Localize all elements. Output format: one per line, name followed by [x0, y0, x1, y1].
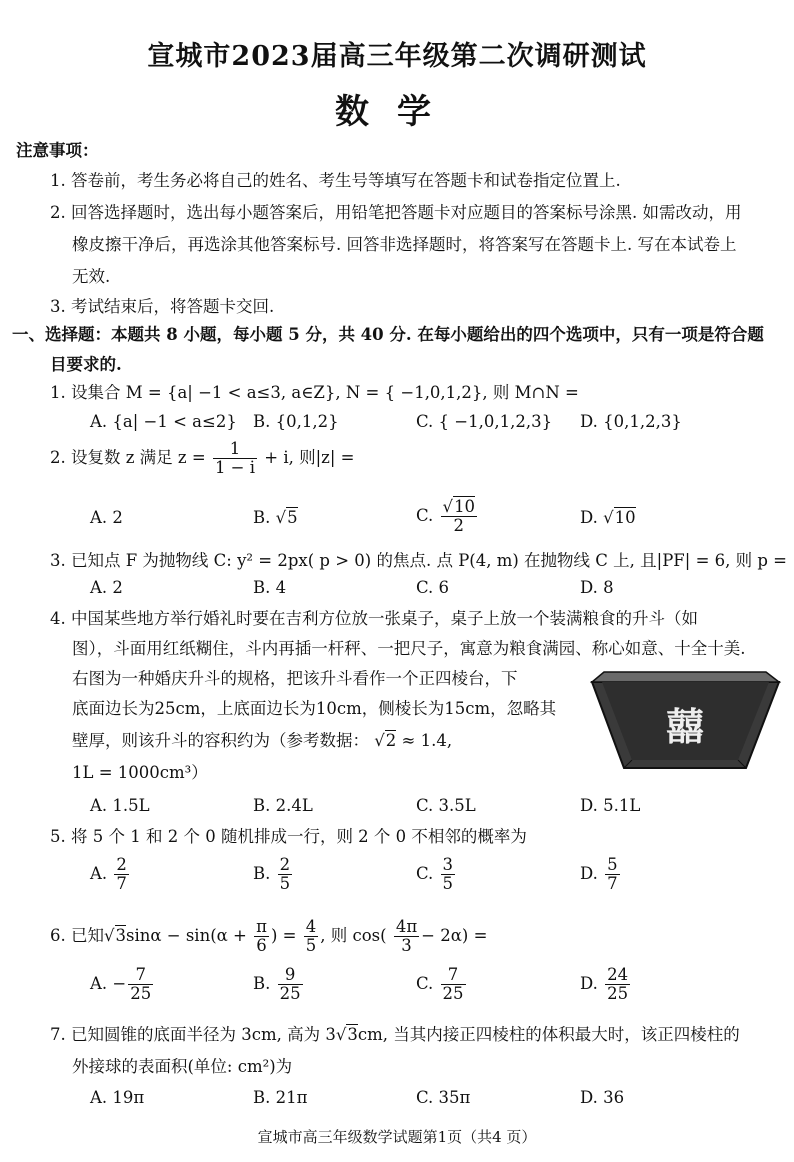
q5-stem: 5. 将 5 个 1 和 2 个 0 随机排成一行，则 2 个 0 不相邻的概率为 [50, 827, 527, 846]
q3-stem: 3. 已知点 F 为抛物线 C: y² = 2px( p > 0) 的焦点. 点 P(4, m) 在抛物线 C 上, 且|PF| = 6, 则 p = [50, 551, 787, 570]
notice-heading: 注意事项： [16, 141, 99, 160]
q2-option-d: D. √10 [580, 508, 636, 527]
notice-item: 2. 回答选择题时，选出每小题答案后，用铅笔把答题卡对应题目的答案标号涂黑. 如需改动，用 [50, 203, 742, 222]
q6-option-d: D. $\frac{24}{25}$ [580, 965, 629, 1003]
q7-stem-cont: 外接球的表面积(单位: cm²)为 [72, 1057, 293, 1076]
q1-option-d: D. {0,1,2,3} [580, 412, 682, 431]
section-heading-cont: 目要求的. [50, 355, 122, 374]
notice-item: 无效. [72, 267, 111, 286]
q6-option-b: B. $\frac{9}{25}$ [253, 965, 301, 1003]
q2-option-a: A. 2 [90, 508, 123, 527]
q4-line: 图），斗面用红纸糊住，斗内再插一杆秤、一把尺子，寓意为粮食满园、称心如意、十全十美. [72, 639, 746, 658]
q6-stem: 6. 已知√3sinα − sin(α + $\frac{\pi}{6}$ ) = $\frac{4}{5}$ , 则 cos( $\frac{4\pi}{3}$ − 2α) = [50, 917, 488, 955]
q5-option-d: D. $\frac{5}{7}$ [580, 855, 618, 893]
q7-stem: 7. 已知圆锥的底面半径为 3cm, 高为 3√3cm, 当其内接正四棱柱的体积最大时，该正四棱柱的 [50, 1025, 740, 1044]
q1-option-a: A. {a| −1 < a≤2} [90, 412, 237, 431]
q2-option-c: C. $\frac{√10}{2}$ [416, 497, 476, 535]
q4-line: 右图为一种婚庆升斗的规格，把该升斗看作一个正四棱台，下 [72, 669, 518, 688]
q4-line: 4. 中国某些地方举行婚礼时要在吉利方位放一张桌子，桌子上放一个装满粮食的升斗（如 [50, 609, 698, 628]
q6-option-c: C. $\frac{7}{25}$ [416, 965, 464, 1003]
q3-option-c: C. 6 [416, 578, 450, 597]
notice-item: 橡皮擦干净后，再选涂其他答案标号. 回答非选择题时，将答案写在答题卡上. 写在本试卷上 [72, 235, 737, 254]
q5-option-c: C. $\frac{3}{5}$ [416, 855, 454, 893]
q1-option-b: B. {0,1,2} [253, 412, 339, 431]
q6-option-a: A. − $\frac{7}{25}$ [90, 965, 152, 1003]
q2-fraction: $\frac{1}{1 - i}$ [214, 439, 256, 477]
section-heading: 一、选择题：本题共 8 小题，每小题 5 分，共 40 分. 在每小题给出的四个选项中，只有一项是符合题 [12, 325, 764, 344]
notice-item: 3. 考试结束后，将答题卡交回. [50, 297, 275, 316]
q7-option-b: B. 21π [253, 1088, 308, 1107]
q4-line: 底面边长为25cm，上底面边长为10cm，侧棱长为15cm，忽略其 [72, 699, 557, 718]
q3-option-d: D. 8 [580, 578, 614, 597]
subject-title: 数学 [335, 92, 459, 132]
page-footer: 宣城市高三年级数学试题第1页（共4 页） [257, 1128, 537, 1146]
q4-line: 1L = 1000cm³） [72, 763, 208, 782]
q5-option-a: A. $\frac{2}{7}$ [90, 855, 127, 893]
q1-option-c: C. { −1,0,1,2,3} [416, 412, 553, 431]
q4-option-d: D. 5.1L [580, 796, 641, 815]
q2-stem: 2. 设复数 z 满足 z = $\frac{1}{1 - i}$ + i, 则|z| = [50, 439, 355, 477]
q4-line: 壁厚，则该升斗的容积约为（参考数据： √2 ≈ 1.4, [72, 731, 453, 750]
q7-option-a: A. 19π [90, 1088, 145, 1107]
notice-item: 1. 答卷前，考生务必将自己的姓名、考生号等填写在答题卡和试卷指定位置上. [50, 171, 621, 190]
q4-option-a: A. 1.5L [90, 796, 150, 815]
q2-option-b: B. √5 [253, 508, 298, 527]
q3-option-b: B. 4 [253, 578, 287, 597]
q7-option-c: C. 35π [416, 1088, 471, 1107]
q1-stem: 1. 设集合 M = {a| −1 < a≤3, a∈Z}, N = { −1,0,1,2}, 则 M∩N = [50, 383, 579, 402]
wedding-grain-measure-image [588, 668, 783, 773]
exam-title: 宣城市2023届高三年级第二次调研测试 [147, 41, 647, 72]
double-happiness-icon: 囍 [665, 705, 705, 749]
q7-option-d: D. 36 [580, 1088, 625, 1107]
q4-option-b: B. 2.4L [253, 796, 313, 815]
q3-option-a: A. 2 [90, 578, 123, 597]
q5-option-b: B. $\frac{2}{5}$ [253, 855, 291, 893]
q4-option-c: C. 3.5L [416, 796, 476, 815]
